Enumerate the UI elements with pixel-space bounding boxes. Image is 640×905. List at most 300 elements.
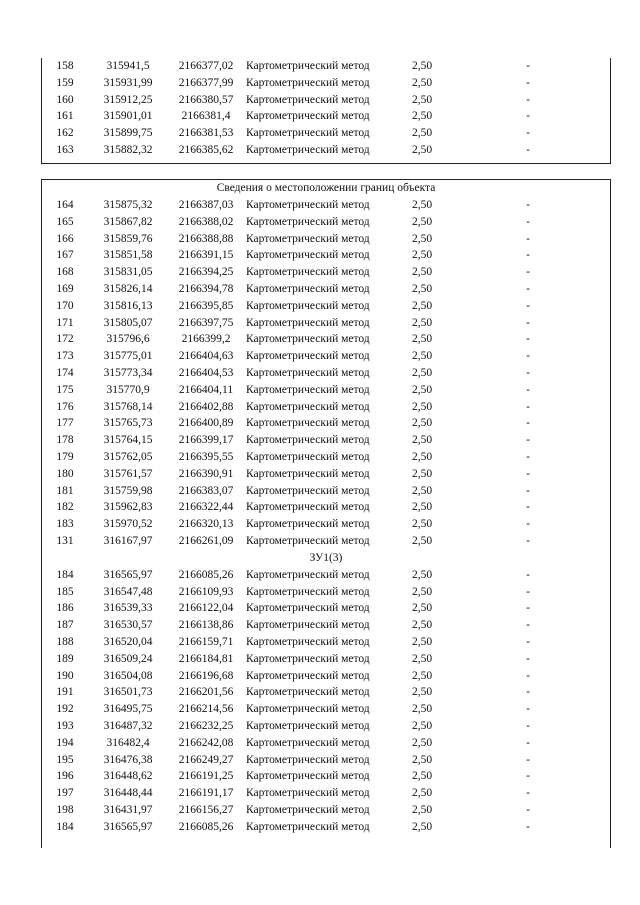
accuracy-cell: 2,50 [411,383,433,396]
table-row [42,584,610,601]
accuracy-cell: 2,50 [411,417,433,430]
description-cell: - [526,127,530,140]
accuracy-cell: 2,50 [411,60,433,72]
method-cell: Картометрический метод [246,93,370,106]
point-number-cell: 163 [56,143,74,156]
method-cell: Картометрический метод [246,400,370,413]
x-coordinate-cell: 315851,58 [103,249,153,262]
point-number-cell: 187 [56,619,74,632]
accuracy-cell: 2,50 [411,669,433,682]
description-cell: - [526,110,530,123]
description-cell: - [526,143,530,156]
description-cell: - [526,534,530,547]
y-coordinate-cell: 2166404,11 [178,383,234,396]
x-coordinate-cell: 315805,07 [103,316,153,329]
accuracy-cell: 2,50 [411,110,433,123]
table-row [42,92,610,109]
y-coordinate-cell: 2166249,27 [178,753,234,766]
object-boundaries-table [41,179,611,848]
description-cell: - [526,434,530,447]
point-number-cell: 170 [56,299,74,312]
method-cell: Картометрический метод [246,787,370,800]
table-row [42,533,610,550]
description-cell: - [526,753,530,766]
description-cell: - [526,619,530,632]
table-row [42,634,610,651]
method-cell: Картометрический метод [246,417,370,430]
method-cell: Картометрический метод [246,703,370,716]
y-coordinate-cell: 2166377,99 [178,76,234,89]
description-cell: - [526,585,530,598]
description-cell: - [526,803,530,816]
x-coordinate-cell: 316509,24 [103,652,153,665]
point-number-cell: 184 [56,820,74,833]
description-cell: - [526,669,530,682]
x-coordinate-cell: 315761,57 [103,467,153,480]
y-coordinate-cell: 2166261,09 [178,534,234,547]
description-cell: - [526,703,530,716]
y-coordinate-cell: 2166397,75 [178,316,234,329]
x-coordinate-cell: 316539,33 [103,602,153,615]
table-row [42,331,610,348]
x-coordinate-cell: 315875,32 [103,199,153,211]
accuracy-cell: 2,50 [411,602,433,615]
description-cell: - [526,282,530,295]
table-row [42,668,610,685]
description-cell: - [526,299,530,312]
point-number-cell: 180 [56,467,74,480]
point-number-cell: 172 [56,333,74,346]
point-number-cell: 161 [56,110,74,123]
method-cell: Картометрический метод [246,110,370,123]
point-number-cell: 195 [56,753,74,766]
description-cell: - [526,652,530,665]
point-number-cell: 182 [56,501,74,514]
table-row [42,449,610,466]
accuracy-cell: 2,50 [411,736,433,749]
point-number-cell: 197 [56,787,74,800]
point-number-cell: 167 [56,249,74,262]
table-row [42,516,610,533]
accuracy-cell: 2,50 [411,366,433,379]
parcel-subheader: ЗУ1(3) [309,551,343,564]
table-row [42,617,610,634]
x-coordinate-cell: 315970,52 [103,518,153,531]
y-coordinate-cell: 2166138,86 [178,619,234,632]
method-cell: Картометрический метод [246,366,370,379]
description-cell: - [526,249,530,262]
accuracy-cell: 2,50 [411,652,433,665]
x-coordinate-cell: 315859,76 [103,232,153,245]
description-cell: - [526,333,530,346]
table-row [42,415,610,432]
table-row [42,600,610,617]
accuracy-cell: 2,50 [411,282,433,295]
accuracy-cell: 2,50 [411,400,433,413]
y-coordinate-cell: 2166395,55 [178,450,234,463]
description-cell: - [526,467,530,480]
method-cell: Картометрический метод [246,350,370,363]
y-coordinate-cell: 2166156,27 [178,803,234,816]
description-cell: - [526,417,530,430]
description-cell: - [526,383,530,396]
y-coordinate-cell: 2166184,81 [178,652,234,665]
point-number-cell: 175 [56,383,74,396]
accuracy-cell: 2,50 [411,585,433,598]
accuracy-cell: 2,50 [411,635,433,648]
method-cell: Картометрический метод [246,127,370,140]
x-coordinate-cell: 316565,97 [103,568,153,581]
method-cell: Картометрический метод [246,266,370,279]
description-cell: - [526,635,530,648]
description-cell: - [526,770,530,783]
y-coordinate-cell: 2166381,53 [178,127,234,140]
point-number-cell: 186 [56,602,74,615]
accuracy-cell: 2,50 [411,316,433,329]
table-row [42,75,610,92]
point-number-cell: 179 [56,450,74,463]
x-coordinate-cell: 316520,04 [103,635,153,648]
y-coordinate-cell: 2166404,53 [178,366,234,379]
point-number-cell: 159 [56,76,74,89]
accuracy-cell: 2,50 [411,803,433,816]
method-cell: Картометрический метод [246,299,370,312]
description-cell: - [526,501,530,514]
x-coordinate-cell: 316431,97 [103,803,153,816]
method-cell: Картометрический метод [246,484,370,497]
x-coordinate-cell: 316495,75 [103,703,153,716]
y-coordinate-cell: 2166196,68 [178,669,234,682]
table-row [42,281,610,298]
accuracy-cell: 2,50 [411,333,433,346]
table-row [42,567,610,584]
y-coordinate-cell: 2166387,03 [178,199,234,211]
method-cell: Картометрический метод [246,753,370,766]
table-row [42,315,610,332]
x-coordinate-cell: 315796,6 [106,333,150,346]
table-rows [42,197,610,550]
section-header: Сведения о местоположении границ объекта [216,182,436,194]
y-coordinate-cell: 2166381,4 [181,110,231,123]
method-cell: Картометрический метод [246,249,370,262]
y-coordinate-cell: 2166320,13 [178,518,234,531]
x-coordinate-cell: 316501,73 [103,686,153,699]
accuracy-cell: 2,50 [411,93,433,106]
method-cell: Картометрический метод [246,669,370,682]
point-number-cell: 189 [56,652,74,665]
method-cell: Картометрический метод [246,282,370,295]
x-coordinate-cell: 315775,01 [103,350,153,363]
method-cell: Картометрический метод [246,434,370,447]
description-cell: - [526,232,530,245]
y-coordinate-cell: 2166390,91 [178,467,234,480]
y-coordinate-cell: 2166402,88 [178,400,234,413]
y-coordinate-cell: 2166399,17 [178,434,234,447]
accuracy-cell: 2,50 [411,820,433,833]
table-row [42,247,610,264]
description-cell: - [526,215,530,228]
x-coordinate-cell: 315901,01 [103,110,153,123]
y-coordinate-cell: 2166191,25 [178,770,234,783]
x-coordinate-cell: 315768,14 [103,400,153,413]
x-coordinate-cell: 316476,38 [103,753,153,766]
table-row [42,718,610,735]
accuracy-cell: 2,50 [411,232,433,245]
x-coordinate-cell: 316448,62 [103,770,153,783]
accuracy-cell: 2,50 [411,770,433,783]
x-coordinate-cell: 315770,9 [106,383,150,396]
accuracy-cell: 2,50 [411,501,433,514]
description-cell: - [526,199,530,211]
description-cell: - [526,450,530,463]
y-coordinate-cell: 2166400,89 [178,417,234,430]
x-coordinate-cell: 316565,97 [103,820,153,833]
y-coordinate-cell: 2166085,26 [178,820,234,833]
point-number-cell: 192 [56,703,74,716]
x-coordinate-cell: 316482,4 [106,736,150,749]
method-cell: Картометрический метод [246,76,370,89]
x-coordinate-cell: 315962,83 [103,501,153,514]
x-coordinate-cell: 315867,82 [103,215,153,228]
y-coordinate-cell: 2166232,25 [178,719,234,732]
method-cell: Картометрический метод [246,568,370,581]
accuracy-cell: 2,50 [411,249,433,262]
method-cell: Картометрический метод [246,719,370,732]
point-number-cell: 196 [56,770,74,783]
point-number-cell: 168 [56,266,74,279]
x-coordinate-cell: 315826,14 [103,282,153,295]
description-cell: - [526,60,530,72]
accuracy-cell: 2,50 [411,350,433,363]
point-number-cell: 165 [56,215,74,228]
method-cell: Картометрический метод [246,215,370,228]
description-cell: - [526,820,530,833]
accuracy-cell: 2,50 [411,484,433,497]
description-cell: - [526,484,530,497]
table-row [42,819,610,836]
table-row [42,752,610,769]
y-coordinate-cell: 2166395,85 [178,299,234,312]
y-coordinate-cell: 2166394,25 [178,266,234,279]
point-number-cell: 176 [56,400,74,413]
x-coordinate-cell: 315899,75 [103,127,153,140]
accuracy-cell: 2,50 [411,534,433,547]
description-cell: - [526,719,530,732]
method-cell: Картометрический метод [246,585,370,598]
x-coordinate-cell: 316487,32 [103,719,153,732]
accuracy-cell: 2,50 [411,753,433,766]
accuracy-cell: 2,50 [411,450,433,463]
method-cell: Картометрический метод [246,518,370,531]
description-cell: - [526,518,530,531]
point-number-cell: 177 [56,417,74,430]
x-coordinate-cell: 315773,34 [103,366,153,379]
y-coordinate-cell: 2166201,56 [178,686,234,699]
point-number-cell: 184 [56,568,74,581]
table-row [42,348,610,365]
accuracy-cell: 2,50 [411,518,433,531]
method-cell: Картометрический метод [246,143,370,156]
y-coordinate-cell: 2166085,26 [178,568,234,581]
x-coordinate-cell: 315762,05 [103,450,153,463]
table-row [42,768,610,785]
table-row [42,466,610,483]
point-number-cell: 181 [56,484,74,497]
point-number-cell: 166 [56,232,74,245]
table-rows [42,567,610,836]
x-coordinate-cell: 316530,57 [103,619,153,632]
method-cell: Картометрический метод [246,383,370,396]
method-cell: Картометрический метод [246,232,370,245]
accuracy-cell: 2,50 [411,686,433,699]
y-coordinate-cell: 2166399,2 [181,333,231,346]
x-coordinate-cell: 315912,25 [103,93,153,106]
y-coordinate-cell: 2166385,62 [178,143,234,156]
x-coordinate-cell: 316167,97 [103,534,153,547]
method-cell: Картометрический метод [246,199,370,211]
point-number-cell: 178 [56,434,74,447]
y-coordinate-cell: 2166377,02 [178,60,234,72]
description-cell: - [526,93,530,106]
x-coordinate-cell: 315931,99 [103,76,153,89]
y-coordinate-cell: 2166388,02 [178,215,234,228]
accuracy-cell: 2,50 [411,619,433,632]
y-coordinate-cell: 2166159,71 [178,635,234,648]
x-coordinate-cell: 315765,73 [103,417,153,430]
table-row [42,651,610,668]
accuracy-cell: 2,50 [411,719,433,732]
table-row [42,684,610,701]
point-number-cell: 185 [56,585,74,598]
description-cell: - [526,316,530,329]
y-coordinate-cell: 2166109,93 [178,585,234,598]
x-coordinate-cell: 316504,08 [103,669,153,682]
table-row [42,231,610,248]
method-cell: Картометрический метод [246,820,370,833]
y-coordinate-cell: 2166242,08 [178,736,234,749]
description-cell: - [526,686,530,699]
y-coordinate-cell: 2166214,56 [178,703,234,716]
method-cell: Картометрический метод [246,60,370,72]
x-coordinate-cell: 315882,32 [103,143,153,156]
coordinates-table-continued [41,58,611,164]
method-cell: Картометрический метод [246,770,370,783]
x-coordinate-cell: 315831,05 [103,266,153,279]
method-cell: Картометрический метод [246,450,370,463]
point-number-cell: 131 [56,534,74,547]
description-cell: - [526,350,530,363]
point-number-cell: 188 [56,635,74,648]
table-row [42,125,610,142]
point-number-cell: 160 [56,93,74,106]
table-row [42,802,610,819]
y-coordinate-cell: 2166388,88 [178,232,234,245]
description-cell: - [526,736,530,749]
table-row [42,264,610,281]
method-cell: Картометрический метод [246,316,370,329]
y-coordinate-cell: 2166122,04 [178,602,234,615]
method-cell: Картометрический метод [246,652,370,665]
point-number-cell: 191 [56,686,74,699]
accuracy-cell: 2,50 [411,703,433,716]
point-number-cell: 164 [56,199,74,211]
point-number-cell: 193 [56,719,74,732]
x-coordinate-cell: 316547,48 [103,585,153,598]
table-row [42,197,610,214]
method-cell: Картометрический метод [246,534,370,547]
method-cell: Картометрический метод [246,333,370,346]
y-coordinate-cell: 2166191,17 [178,787,234,800]
x-coordinate-cell: 316448,44 [103,787,153,800]
y-coordinate-cell: 2166322,44 [178,501,234,514]
accuracy-cell: 2,50 [411,787,433,800]
accuracy-cell: 2,50 [411,568,433,581]
table-row [42,58,610,75]
method-cell: Картометрический метод [246,467,370,480]
accuracy-cell: 2,50 [411,467,433,480]
table-row [42,382,610,399]
x-coordinate-cell: 315816,13 [103,299,153,312]
table-row [42,499,610,516]
point-number-cell: 194 [56,736,74,749]
method-cell: Картометрический метод [246,602,370,615]
point-number-cell: 174 [56,366,74,379]
accuracy-cell: 2,50 [411,299,433,312]
x-coordinate-cell: 315759,98 [103,484,153,497]
table-row [42,108,610,125]
y-coordinate-cell: 2166394,78 [178,282,234,295]
accuracy-cell: 2,50 [411,215,433,228]
y-coordinate-cell: 2166383,07 [178,484,234,497]
point-number-cell: 183 [56,518,74,531]
table-row [42,735,610,752]
accuracy-cell: 2,50 [411,143,433,156]
table-row [42,298,610,315]
table-row [42,399,610,416]
description-cell: - [526,400,530,413]
point-number-cell: 169 [56,282,74,295]
method-cell: Картометрический метод [246,635,370,648]
method-cell: Картометрический метод [246,803,370,816]
description-cell: - [526,787,530,800]
method-cell: Картометрический метод [246,736,370,749]
y-coordinate-cell: 2166380,57 [178,93,234,106]
accuracy-cell: 2,50 [411,127,433,140]
point-number-cell: 162 [56,127,74,140]
point-number-cell: 171 [56,316,74,329]
method-cell: Картометрический метод [246,619,370,632]
table-row [42,701,610,718]
accuracy-cell: 2,50 [411,199,433,211]
table-row [42,432,610,449]
description-cell: - [526,366,530,379]
table-row [42,483,610,500]
accuracy-cell: 2,50 [411,434,433,447]
table-row [42,785,610,802]
point-number-cell: 173 [56,350,74,363]
method-cell: Картометрический метод [246,686,370,699]
table-row [42,214,610,231]
point-number-cell: 158 [56,60,74,72]
point-number-cell: 190 [56,669,74,682]
point-number-cell: 198 [56,803,74,816]
y-coordinate-cell: 2166404,63 [178,350,234,363]
table-row [42,365,610,382]
description-cell: - [526,266,530,279]
description-cell: - [526,568,530,581]
description-cell: - [526,602,530,615]
accuracy-cell: 2,50 [411,266,433,279]
